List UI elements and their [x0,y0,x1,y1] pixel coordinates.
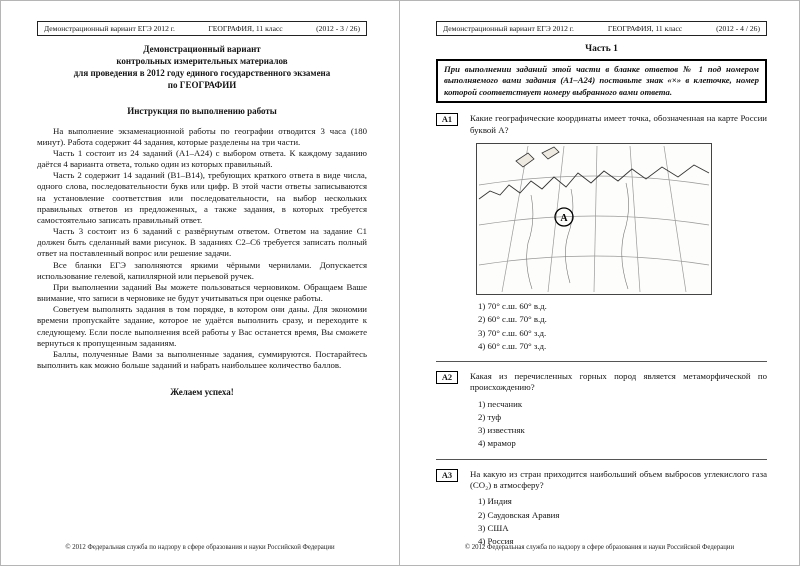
question-text: На какую из стран приходится наибольший объем выбросов углекислого газа (СО₂) в атмосферу? [470,468,767,491]
title-line: контрольных измерительных материалов [116,55,288,66]
title-line: Демонстрационный вариант [143,44,261,54]
instruction-paragraph: Все бланки ЕГЭ заполняются яркими чёрными чернилами. Допускается использование гелевой, капиллярной или перьевой ручек. [37,259,367,281]
header-page-number: (2012 - 4 / 26) [716,24,760,33]
page-right [400,1,799,565]
page-footer: © 2012 Федеральная служба по надзору в сфере образования и науки Российской Федерации [65,544,335,551]
question-label-a1: А1 [436,113,458,126]
answer-option: 2) туф [478,412,502,423]
options-list-a1 [470,300,767,353]
instructions-heading: Инструкция по выполнению работы [127,105,277,116]
answer-option: 4) Россия [478,536,514,547]
header-doc-name: Демонстрационный вариант ЕГЭ 2012 г. [443,24,574,33]
title-line: по ГЕОГРАФИИ [167,79,237,90]
question-a1 [436,113,767,353]
title-line: для проведения в 2012 году единого государственного экзамена [73,67,331,78]
header-page-number: (2012 - 3 / 26) [316,24,360,33]
page-footer: © 2012 Федеральная служба по надзору в сфере образования и науки Российской Федерации [464,544,735,551]
header-subject: ГЕОГРАФИЯ, 11 класс [208,24,283,33]
question-text: Какая из перечисленных горных пород является метаморфической по происхождению? [470,371,767,393]
question-label-a3: А3 [436,469,458,482]
answer-option: 3) 70° с.ш. 60° з.д. [478,327,547,338]
answer-option: 3) известняк [478,425,525,436]
question-a3 [436,469,767,549]
header-doc-name: Демонстрационный вариант ЕГЭ 2012 г. [44,24,175,33]
answer-option: 1) Индия [478,496,512,507]
page-header [436,21,767,36]
document-title [37,44,367,92]
map-point-letter: А [560,213,568,225]
question-separator [436,361,767,362]
options-list-a2 [470,398,767,451]
question-a2 [436,371,767,451]
answer-option: 3) США [478,522,509,533]
question-separator [436,459,767,460]
instruction-paragraph: При выполнении заданий Вы можете пользоваться черновиком. Обращаем Ваше внимание, что записи в черновике не будут учитываться при оценке работы. [37,281,367,304]
instruction-paragraph: Баллы, полученные Вами за выполненные задания, суммируются. Постарайтесь выполнить как можно больше заданий и набрать наибольшее количество баллов. [37,348,367,371]
instruction-paragraph: Часть 1 состоит из 24 заданий (А1–А24) с выбором ответа. К каждому заданию даётся 4 варианта ответа, только один из которых правильный. [37,147,367,170]
instruction-paragraph: На выполнение экзаменационной работы по географии отводится 3 часа (180 минут). Работа содержит 44 задания, которые разделены на три части. [37,125,367,147]
answer-option: 2) Саудовская Аравия [478,509,560,520]
answer-option: 1) песчаник [478,398,523,409]
good-luck-line: Желаем успеха! [170,387,234,398]
page-header [37,21,367,36]
page-left [1,1,400,565]
answer-option: 4) мрамор [478,438,516,449]
question-label-a2: А2 [436,371,458,384]
russia-map [476,143,767,295]
part-title: Часть 1 [585,44,618,54]
answer-option: 2) 60° с.ш. 70° в.д. [478,314,547,325]
answer-option: 1) 70° с.ш. 60° в.д. [478,301,547,312]
instruction-paragraph: Часть 3 состоит из 6 заданий с развёрнутым ответом. Ответом на задание С1 должен быть сделанный вами рисунок. В заданиях С2–С6 требуется записать полный ответ на поставленный вопрос или решение задачи. [37,226,367,259]
header-subject: ГЕОГРАФИЯ, 11 класс [607,24,683,33]
question-text: Какие географические координаты имеет точка, обозначенная на карте России буквой А? [470,113,767,135]
instruction-paragraph: Часть 2 содержит 14 заданий (В1–В14), требующих краткого ответа в виде числа, одного слова, последовательности букв или цифр. В этой части ответы записываются на установление соответствия или последовательности, на выбор нескольких правильных ответов из предложенных, а также задания, в которых требуется самостоятельно записать правильный ответ. [37,170,367,225]
instruction-paragraph: Советуем выполнять задания в том порядке, в котором они даны. Для экономии времени пропускайте задание, которое не удаётся выполнить сразу, и переходите к следующему. Если после выполнения всей работы у Вас останется время, Вы сможете вернуться к пропущенным заданиям. [37,304,367,348]
answer-sheet-notice: При выполнении заданий этой части в бланке ответов № 1 под номером выполняемого вами задания (А1–А24) поставьте знак «×» в клеточке, номер которой соответствует номеру выбранного вами ответа. [436,59,767,103]
answer-option: 4) 60° с.ш. 70° з.д. [478,340,547,351]
options-list-a3 [470,495,767,548]
